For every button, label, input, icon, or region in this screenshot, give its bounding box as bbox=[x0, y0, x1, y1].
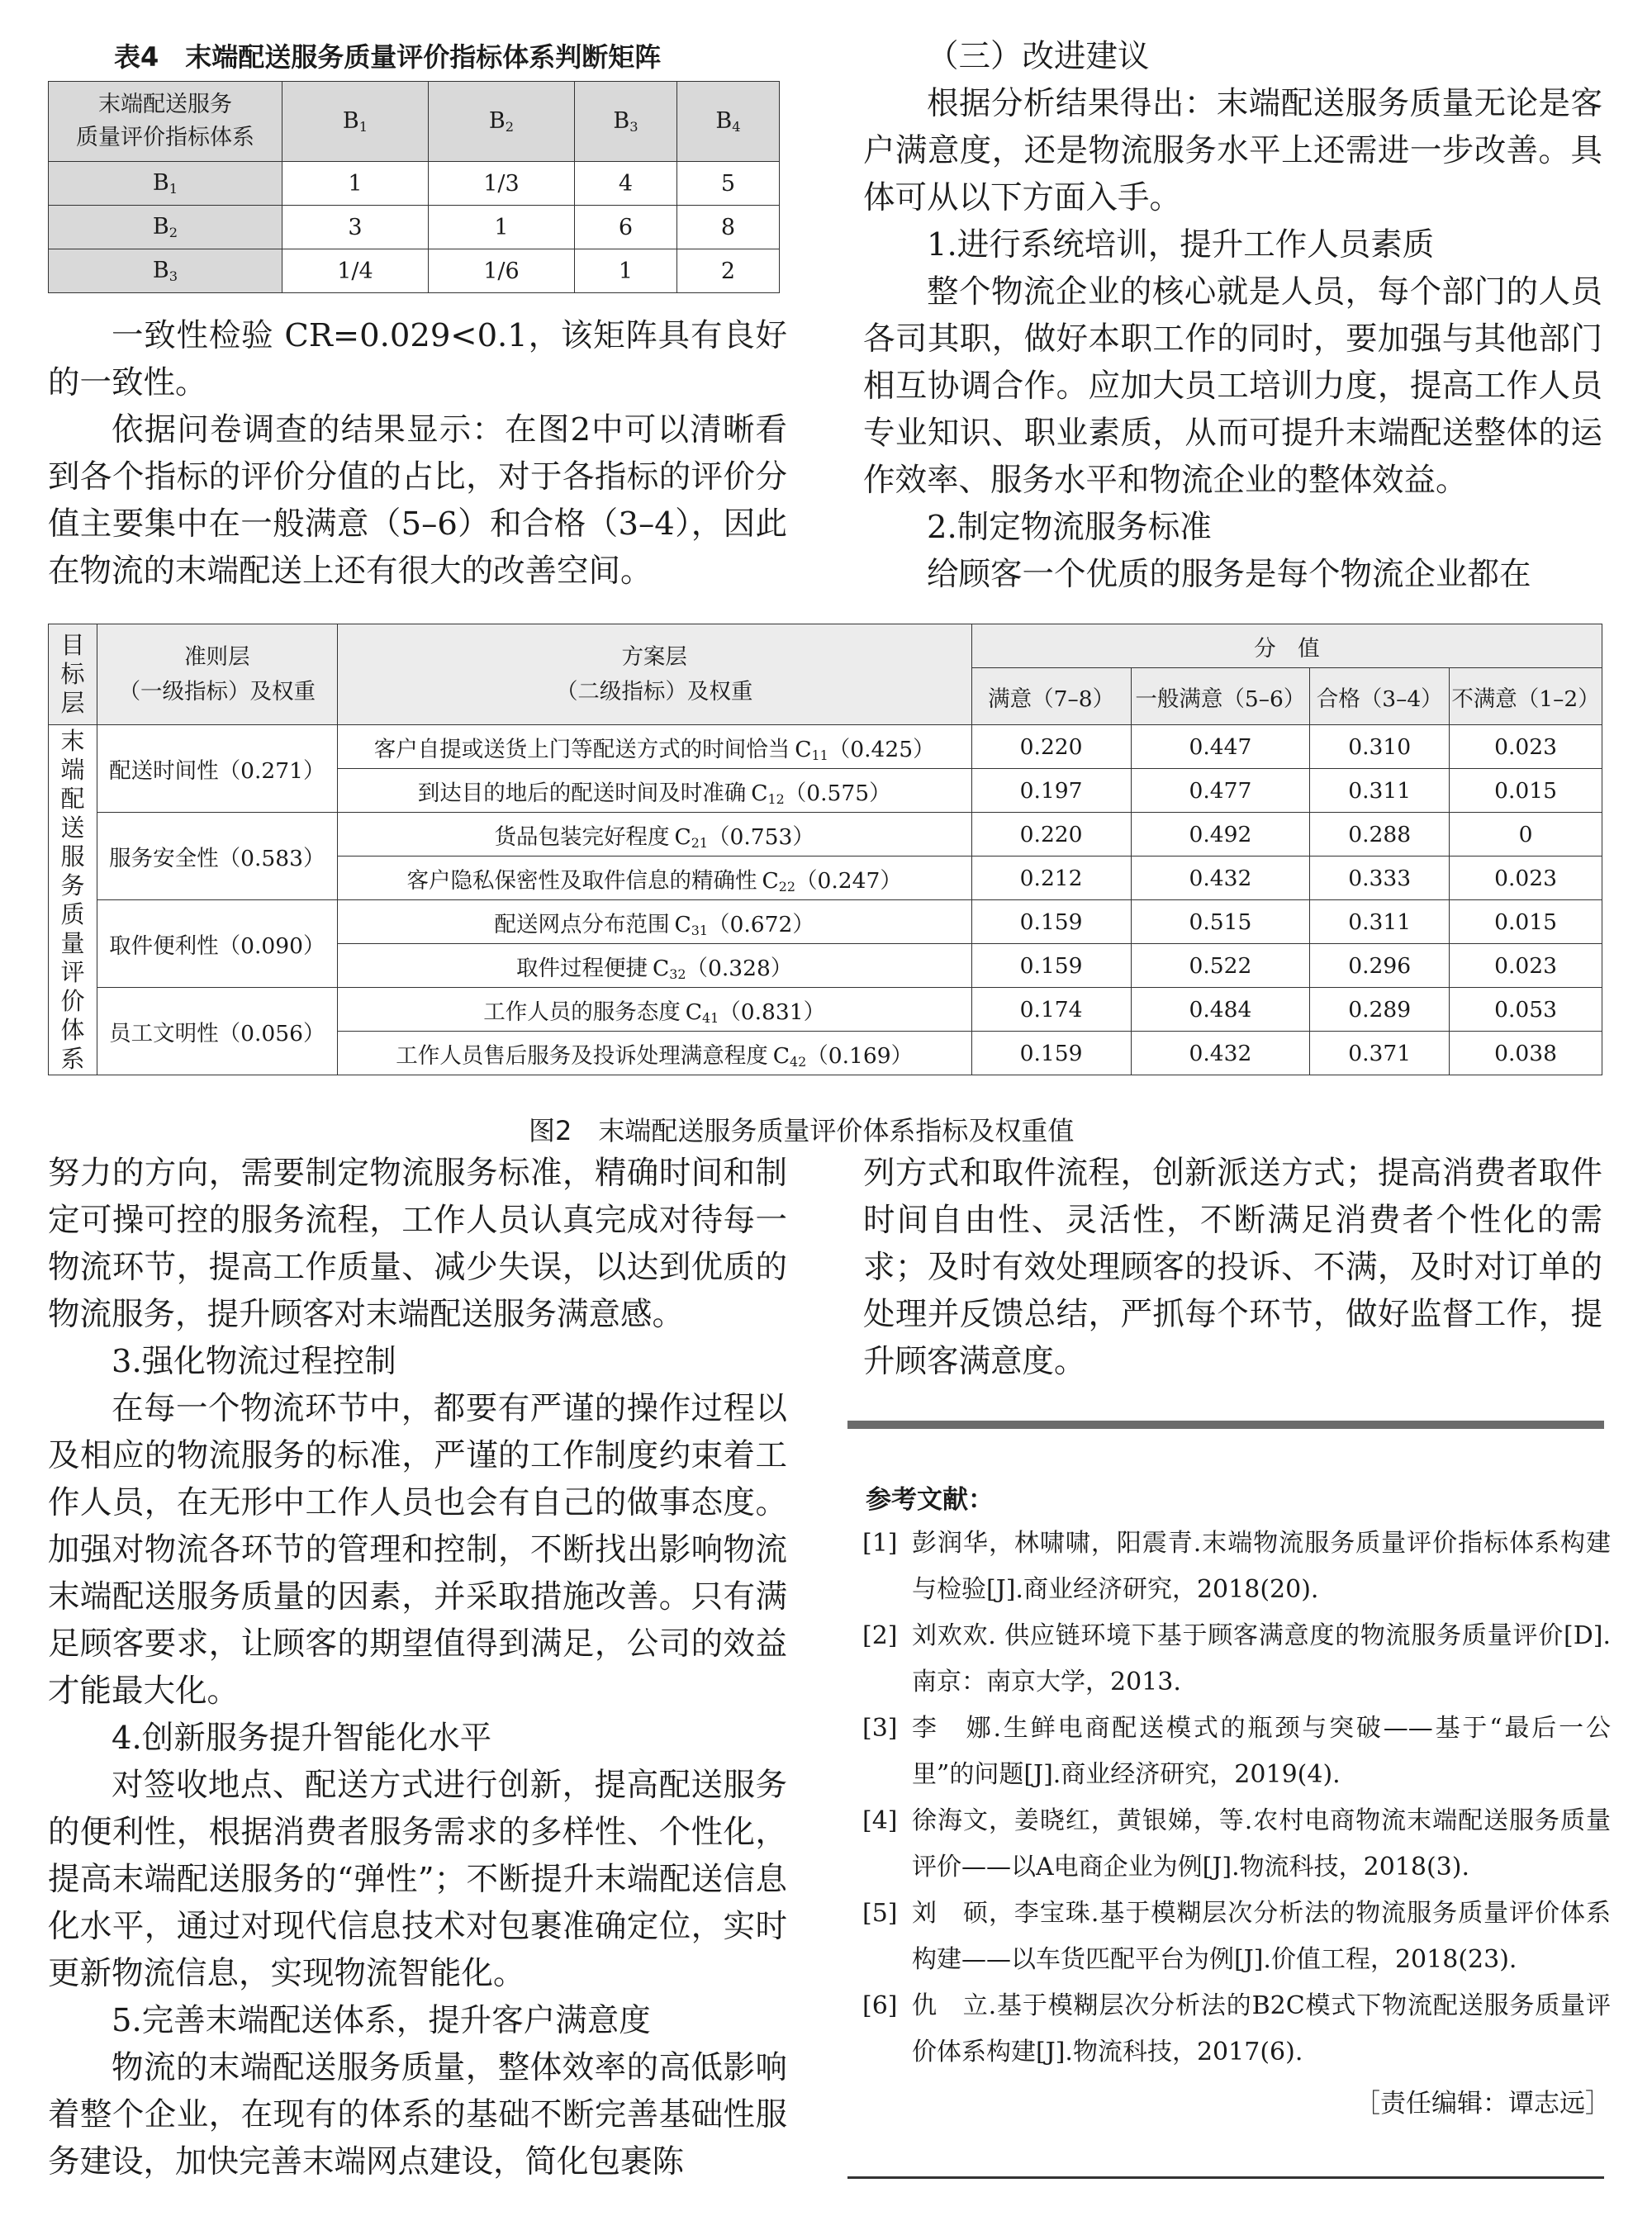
score-cell: 0.220 bbox=[971, 813, 1131, 857]
scheme-cell: 客户隐私保密性及取件信息的精确性 $C_{22}(0.247)$ bbox=[337, 857, 971, 900]
scheme-cell: 取件过程便捷 $C_{32}(0.328)$ bbox=[337, 944, 971, 988]
score-header: 分 值 bbox=[971, 624, 1602, 668]
score-cell: 0.159 bbox=[971, 1032, 1131, 1075]
paragraph: 根据分析结果得出：末端配送服务质量无论是客户满意度，还是物流服务水平上还需进一步改善。具体可从以下方面入手。 bbox=[863, 85, 1602, 216]
score-col-header: 满意（7–8） bbox=[971, 668, 1131, 725]
table-cell: 1 bbox=[282, 162, 429, 206]
table-header-cell: $B_4$ bbox=[676, 82, 779, 162]
table-row bbox=[49, 900, 1602, 944]
score-cell: 0.212 bbox=[971, 857, 1131, 900]
score-cell: 0.023 bbox=[1450, 725, 1602, 769]
score-cell: 0.311 bbox=[1310, 769, 1450, 813]
references-title: 参考文献： bbox=[866, 1485, 994, 1515]
row-label: $B_3$ bbox=[49, 249, 282, 293]
criteria-header: 准则层 （一级指标）及权重 bbox=[97, 624, 337, 725]
left-bottom-text bbox=[48, 1150, 787, 2185]
score-cell: 0.484 bbox=[1131, 988, 1310, 1032]
table4-title: 表4 末端配送服务质量评价指标体系判断矩阵 bbox=[114, 41, 662, 73]
table-row bbox=[49, 725, 1602, 769]
score-cell: 0.197 bbox=[971, 769, 1131, 813]
editor-note: ［责任编辑：谭志远］ bbox=[1355, 2089, 1611, 2119]
scheme-cell: 客户自提或送货上门等配送方式的时间恰当 $C_{11}(0.425)$ bbox=[337, 725, 971, 769]
reference-number: [5] bbox=[862, 1899, 898, 1928]
score-col-header: 不满意（1–2） bbox=[1450, 668, 1602, 725]
subsection-heading: 4.创新服务提升智能化水平 bbox=[112, 1720, 492, 1757]
table4 bbox=[48, 81, 780, 293]
score-cell: 0.220 bbox=[971, 725, 1131, 769]
score-cell: 0.492 bbox=[1131, 813, 1310, 857]
score-cell: 0.289 bbox=[1310, 988, 1450, 1032]
reference-number: [3] bbox=[862, 1714, 898, 1743]
score-cell: 0.174 bbox=[971, 988, 1131, 1032]
scheme-cell: 到达目的地后的配送时间及时准确 $C_{12}(0.575)$ bbox=[337, 769, 971, 813]
reference-number: [1] bbox=[862, 1529, 898, 1558]
paragraph: 列方式和取件流程，创新派送方式；提高消费者取件时间自由性、灵活性，不断满足消费者个性化的需求；及时有效处理顾客的投诉、不满，及时对订单的处理并反馈总结，严抓每个环节，做好监督工作，提升顾客满意度。 bbox=[863, 1155, 1602, 1380]
goal-header: 目标层 bbox=[49, 624, 97, 725]
table-cell: 1/6 bbox=[428, 249, 574, 293]
right-bottom-text bbox=[863, 1150, 1602, 1385]
section-heading: （三）改进建议 bbox=[927, 38, 1150, 75]
paragraph: 在每一个物流环节中，都要有严谨的操作过程以及相应的物流服务的标准，严谨的工作制度约束着工作人员，在无形中工作人员也会有自己的做事态度。加强对物流各环节的管理和控制，不断找出影响物流末端配送服务质量的因素，并采取措施改善。只有满足顾客要求，让顾客的期望值得到满足，公司的效益才能最大化。 bbox=[48, 1390, 787, 1710]
reference-text: 仇 立.基于模糊层次分析法的B2C模式下物流配送服务质量评价体系构建[J].物流科技，2017(6). bbox=[912, 1991, 1611, 2067]
score-cell: 0.159 bbox=[971, 900, 1131, 944]
reference-item bbox=[857, 1521, 1611, 1613]
scheme-cell: 货品包装完好程度 $C_{21}(0.753)$ bbox=[337, 813, 971, 857]
goal-cell: 末端配送服务质量评价体系 bbox=[49, 725, 97, 1075]
references bbox=[857, 1478, 1611, 2119]
subsection-heading: 3.强化物流过程控制 bbox=[112, 1343, 396, 1380]
paragraph: 物流的末端配送服务质量，整体效率的高低影响着整个企业，在现有的体系的基础不断完善基础性服务建设，加快完善末端网点建设，简化包裹陈 bbox=[48, 2049, 787, 2180]
table-cell: 1 bbox=[574, 249, 676, 293]
reference-text: 彭润华，林啸啸，阳震青.末端物流服务质量评价指标体系构建与检验[J].商业经济研究，2018(20). bbox=[912, 1529, 1611, 1604]
table-row bbox=[49, 988, 1602, 1032]
score-cell: 0.515 bbox=[1131, 900, 1310, 944]
score-cell: 0.053 bbox=[1450, 988, 1602, 1032]
references-top-rule bbox=[847, 1421, 1604, 1429]
table-row bbox=[49, 162, 780, 206]
score-cell: 0.288 bbox=[1310, 813, 1450, 857]
paragraph: 一致性检验 CR=0.029<0.1，该矩阵具有良好的一致性。 bbox=[48, 317, 787, 401]
reference-list bbox=[857, 1521, 1611, 2076]
score-cell: 0.015 bbox=[1450, 769, 1602, 813]
score-cell: 0.311 bbox=[1310, 900, 1450, 944]
score-cell: 0.310 bbox=[1310, 725, 1450, 769]
table-corner: 末端配送服务 质量评价指标体系 bbox=[49, 82, 282, 162]
scheme-header: 方案层 （二级指标）及权重 bbox=[337, 624, 971, 725]
table-header-cell: $B_2$ bbox=[428, 82, 574, 162]
reference-text: 李 娜.生鲜电商配送模式的瓶颈与突破——基于“最后一公里”的问题[J].商业经济研究，2019(4). bbox=[912, 1714, 1611, 1789]
right-top-text bbox=[863, 33, 1602, 598]
left-top-text bbox=[48, 312, 787, 595]
table-cell: 5 bbox=[676, 162, 779, 206]
score-cell: 0.447 bbox=[1131, 725, 1310, 769]
figure2-body bbox=[49, 725, 1602, 1075]
figure2-caption: 图2 末端配送服务质量评价体系指标及权重值 bbox=[529, 1115, 1075, 1146]
table-row bbox=[49, 624, 1602, 668]
score-cell: 0.432 bbox=[1131, 1032, 1310, 1075]
subsection-heading: 1.进行系统培训，提升工作人员素质 bbox=[927, 226, 1435, 263]
subsection-heading: 2.制定物流服务标准 bbox=[927, 509, 1212, 546]
table-cell: 1 bbox=[428, 206, 574, 249]
reference-item bbox=[857, 1983, 1611, 2076]
reference-item bbox=[857, 1891, 1611, 1983]
score-cell: 0.333 bbox=[1310, 857, 1450, 900]
score-col-header: 合格（3–4） bbox=[1310, 668, 1450, 725]
score-cell: 0.015 bbox=[1450, 900, 1602, 944]
reference-number: [4] bbox=[862, 1806, 898, 1835]
paragraph: 整个物流企业的核心就是人员，每个部门的人员各司其职，做好本职工作的同时，要加强与其他部门相互协调合作。应加大员工培训力度，提高工作人员专业知识、职业素质，从而可提升末端配送整体的运作效率、服务水平和物流企业的整体效益。 bbox=[863, 273, 1602, 499]
reference-text: 徐海文，姜晓红，黄银娣，等.农村电商物流末端配送服务质量评价——以A电商企业为例[J].物流科技，2018(3). bbox=[912, 1806, 1611, 1881]
table-row bbox=[49, 813, 1602, 857]
paragraph: 努力的方向，需要制定物流服务标准，精确时间和制定可操可控的服务流程，工作人员认真完成对待每一物流环节，提高工作质量、减少失误，以达到优质的物流服务，提升顾客对末端配送服务满意感。 bbox=[48, 1155, 787, 1333]
scheme-cell: 配送网点分布范围 $C_{31}(0.672)$ bbox=[337, 900, 971, 944]
score-cell: 0.023 bbox=[1450, 944, 1602, 988]
table-cell: 6 bbox=[574, 206, 676, 249]
subsection-heading: 5.完善末端配送体系，提升客户满意度 bbox=[112, 2002, 651, 2039]
row-label: $B_2$ bbox=[49, 206, 282, 249]
table-header-cell: $B_1$ bbox=[282, 82, 429, 162]
score-cell: 0.296 bbox=[1310, 944, 1450, 988]
table-row bbox=[49, 249, 780, 293]
score-cell: 0.038 bbox=[1450, 1032, 1602, 1075]
score-cell: 0.432 bbox=[1131, 857, 1310, 900]
table-cell: 2 bbox=[676, 249, 779, 293]
scheme-cell: 工作人员的服务态度 $C_{41}(0.831)$ bbox=[337, 988, 971, 1032]
score-cell: 0.522 bbox=[1131, 944, 1310, 988]
paragraph: 给顾客一个优质的服务是每个物流企业都在 bbox=[927, 556, 1531, 593]
paragraph: 依据问卷调查的结果显示：在图2中可以清晰看到各个指标的评价分值的占比，对于各指标的评价分值主要集中在一般满意（5–6）和合格（3–4），因此在物流的末端配送上还有很大的改善空间。 bbox=[48, 411, 787, 590]
reference-item bbox=[857, 1613, 1611, 1706]
reference-text: 刘 硕，李宝珠.基于模糊层次分析法的物流服务质量评价体系构建——以车货匹配平台为例[J].价值工程，2018(23). bbox=[912, 1899, 1611, 1974]
table-cell: 1/3 bbox=[428, 162, 574, 206]
table-cell: 8 bbox=[676, 206, 779, 249]
reference-number: [6] bbox=[862, 1991, 898, 2020]
score-col-header: 一般满意（5–6） bbox=[1131, 668, 1310, 725]
table-row bbox=[49, 206, 780, 249]
reference-text: 刘欢欢. 供应链环境下基于顾客满意度的物流服务质量评价[D].南京：南京大学，2013. bbox=[912, 1621, 1611, 1696]
criterion-cell: 取件便利性（0.090） bbox=[97, 900, 337, 988]
criterion-cell: 配送时间性（0.271） bbox=[97, 725, 337, 813]
table-header-cell: $B_3$ bbox=[574, 82, 676, 162]
score-cell: 0.023 bbox=[1450, 857, 1602, 900]
table-cell: 3 bbox=[282, 206, 429, 249]
reference-item bbox=[857, 1706, 1611, 1798]
table-cell: 1/4 bbox=[282, 249, 429, 293]
score-cell: 0.371 bbox=[1310, 1032, 1450, 1075]
criterion-cell: 员工文明性（0.056） bbox=[97, 988, 337, 1075]
scheme-cell: 工作人员售后服务及投诉处理满意程度 $C_{42}(0.169)$ bbox=[337, 1032, 971, 1075]
score-cell: 0.159 bbox=[971, 944, 1131, 988]
reference-item bbox=[857, 1798, 1611, 1891]
reference-number: [2] bbox=[862, 1621, 898, 1650]
figure2-table bbox=[48, 624, 1602, 1075]
paragraph: 对签收地点、配送方式进行创新，提高配送服务的便利性，根据消费者服务需求的多样性、个性化，提高末端配送服务的“弹性”；不断提升末端配送信息化水平，通过对现代信息技术对包裹准确定位，实时更新物流信息，实现物流智能化。 bbox=[48, 1767, 787, 1992]
criterion-cell: 服务安全性（0.583） bbox=[97, 813, 337, 900]
score-cell: 0.477 bbox=[1131, 769, 1310, 813]
row-label: $B_1$ bbox=[49, 162, 282, 206]
bottom-rule bbox=[847, 2176, 1604, 2179]
table-cell: 4 bbox=[574, 162, 676, 206]
score-cell: 0 bbox=[1450, 813, 1602, 857]
table-row bbox=[49, 82, 780, 162]
